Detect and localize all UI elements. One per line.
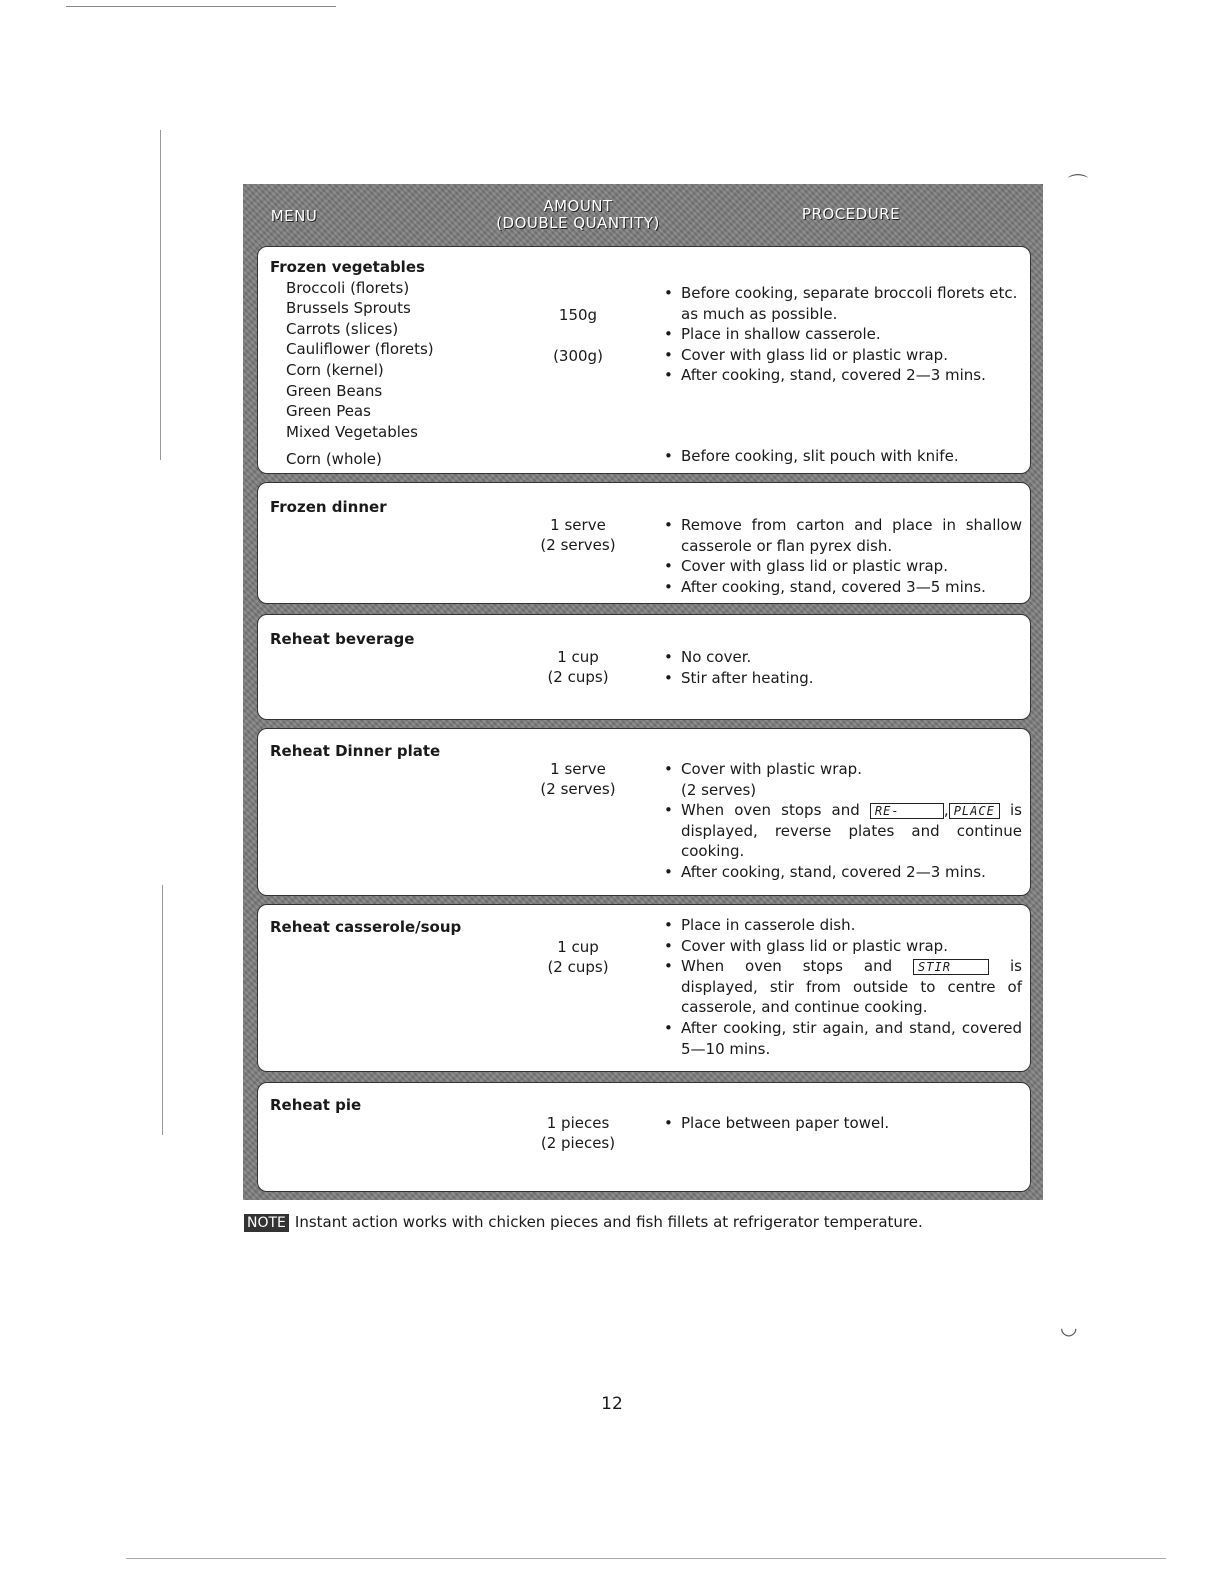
menu-item-corn-whole: Corn (whole) — [286, 450, 382, 468]
amount-double: (300g) — [553, 347, 603, 365]
procedure-text: When oven stops and — [681, 957, 893, 976]
menu-item: Green Beans — [286, 381, 383, 400]
procedure-step-cont: (2 serves) — [681, 780, 757, 799]
procedure-text: is displayed, reverse plates and continue cooking. — [681, 801, 1022, 861]
menu-title: Reheat Dinner plate — [270, 742, 441, 760]
scan-left-line-2 — [162, 885, 163, 1135]
row-reheat-beverage — [257, 614, 1031, 720]
procedure-step: • Before cooking, separate broccoli florets etc. — [660, 283, 1022, 304]
row-reheat-pie — [257, 1082, 1031, 1192]
header-amount-line1: AMOUNT — [543, 197, 613, 215]
procedure-text: is displayed, stir from outside to centre of casserole, and continue cooking. — [681, 957, 1022, 1017]
menu-item: Carrots (slices) — [286, 319, 399, 338]
procedure-step: • Remove from carton and place in shallow casserole or flan pyrex dish. — [660, 515, 1022, 556]
menu-title: Frozen dinner — [270, 498, 387, 516]
table-header — [243, 184, 1043, 244]
row-reheat-casserole-soup — [257, 904, 1031, 1072]
procedure-cell-extra — [660, 446, 1022, 467]
procedure-cell — [660, 915, 1022, 1059]
menu-item: Mixed Vegetables — [286, 422, 418, 441]
menu-title: Frozen vegetables — [270, 258, 425, 276]
amount-single: 1 serve — [550, 760, 606, 778]
procedure-step: • Cover with glass lid or plastic wrap. — [660, 556, 1022, 577]
procedure-step: • Cover with glass lid or plastic wrap. — [660, 345, 1022, 366]
row-frozen-dinner — [257, 482, 1031, 604]
menu-item: Cauliflower (florets) — [286, 340, 434, 359]
menu-item: Brussels Sprouts — [286, 299, 411, 318]
procedure-step: • Place in casserole dish. — [660, 915, 1022, 936]
note — [244, 1212, 923, 1232]
header-amount-line2: (DOUBLE QUANTITY) — [496, 214, 660, 232]
amount-single: 1 serve — [550, 516, 606, 534]
scan-left-line — [160, 130, 161, 460]
procedure-cell — [660, 1113, 1022, 1134]
procedure-step: • Before cooking, slit pouch with knife. — [660, 446, 1022, 467]
note-badge: NOTE — [244, 1214, 289, 1232]
amount-single: 1 cup — [557, 648, 599, 666]
amount-single: 150g — [558, 306, 598, 324]
display-separator: , — [943, 801, 949, 820]
procedure-step: • No cover. — [660, 647, 1022, 668]
procedure-cell — [660, 515, 1022, 597]
menu-title: Reheat pie — [270, 1096, 362, 1114]
amount-single: 1 pieces — [546, 1114, 610, 1132]
amount-double: (2 cups) — [547, 958, 609, 976]
row-reheat-dinner-plate — [257, 728, 1031, 896]
amount-single: 1 cup — [557, 938, 599, 956]
amount-double: (2 cups) — [547, 668, 609, 686]
menu-cell — [270, 257, 530, 442]
procedure-step: • After cooking, stand, covered 3—5 mins. — [660, 577, 1022, 598]
procedure-step: • Stir after heating. — [660, 668, 1022, 689]
display-readout-stir: STIR — [913, 959, 989, 975]
procedure-step — [660, 800, 1022, 862]
procedure-step: • Cover with plastic wrap. — [660, 759, 1022, 780]
amount-double: (2 pieces) — [540, 1134, 616, 1152]
menu-cell — [270, 1095, 530, 1116]
procedure-step: • After cooking, stand, covered 2—3 mins. — [660, 365, 1022, 386]
header-amount — [483, 198, 673, 232]
menu-cell — [270, 917, 530, 938]
display-readout-place: PLACE — [949, 803, 1000, 819]
menu-cell — [270, 629, 530, 650]
row-frozen-vegetables — [257, 246, 1031, 474]
procedure-step: • Cover with glass lid or plastic wrap. — [660, 936, 1022, 957]
procedure-step-cont: as much as possible. — [681, 304, 838, 323]
menu-cell — [270, 741, 530, 762]
menu-item: Green Peas — [286, 402, 371, 421]
procedure-step — [660, 956, 1022, 1018]
menu-cell — [270, 497, 530, 518]
header-procedure: PROCEDURE — [801, 205, 901, 223]
header-menu: MENU — [270, 207, 318, 225]
procedure-step: • After cooking, stand, covered 2—3 mins. — [660, 862, 1022, 883]
menu-item: Broccoli (florets) — [286, 278, 410, 297]
menu-table — [243, 184, 1043, 1200]
procedure-cell — [660, 647, 1022, 688]
display-readout-re: RE- — [870, 803, 944, 819]
scan-bottom-line — [126, 1558, 1166, 1559]
margin-curl-bottom: ◡ — [1060, 1315, 1078, 1339]
scan-top-line — [66, 6, 336, 7]
procedure-cell — [660, 283, 1022, 386]
note-text: Instant action works with chicken pieces and fish fillets at refrigerator temperature. — [294, 1213, 923, 1231]
menu-title: Reheat beverage — [270, 630, 415, 648]
procedure-step: • After cooking, stir again, and stand, covered 5—10 mins. — [660, 1018, 1022, 1059]
procedure-step: • Place in shallow casserole. — [660, 324, 1022, 345]
amount-double: (2 serves) — [540, 780, 616, 798]
menu-item: Corn (kernel) — [286, 360, 384, 379]
amount-double: (2 serves) — [540, 536, 616, 554]
menu-title: Reheat casserole/soup — [270, 918, 462, 936]
procedure-step: • Place between paper towel. — [660, 1113, 1022, 1134]
margin-curl-top: ⌒ — [1068, 172, 1088, 196]
procedure-cell — [660, 759, 1022, 883]
procedure-text: When oven stops and — [681, 801, 860, 820]
page-number: 12 — [601, 1394, 623, 1414]
